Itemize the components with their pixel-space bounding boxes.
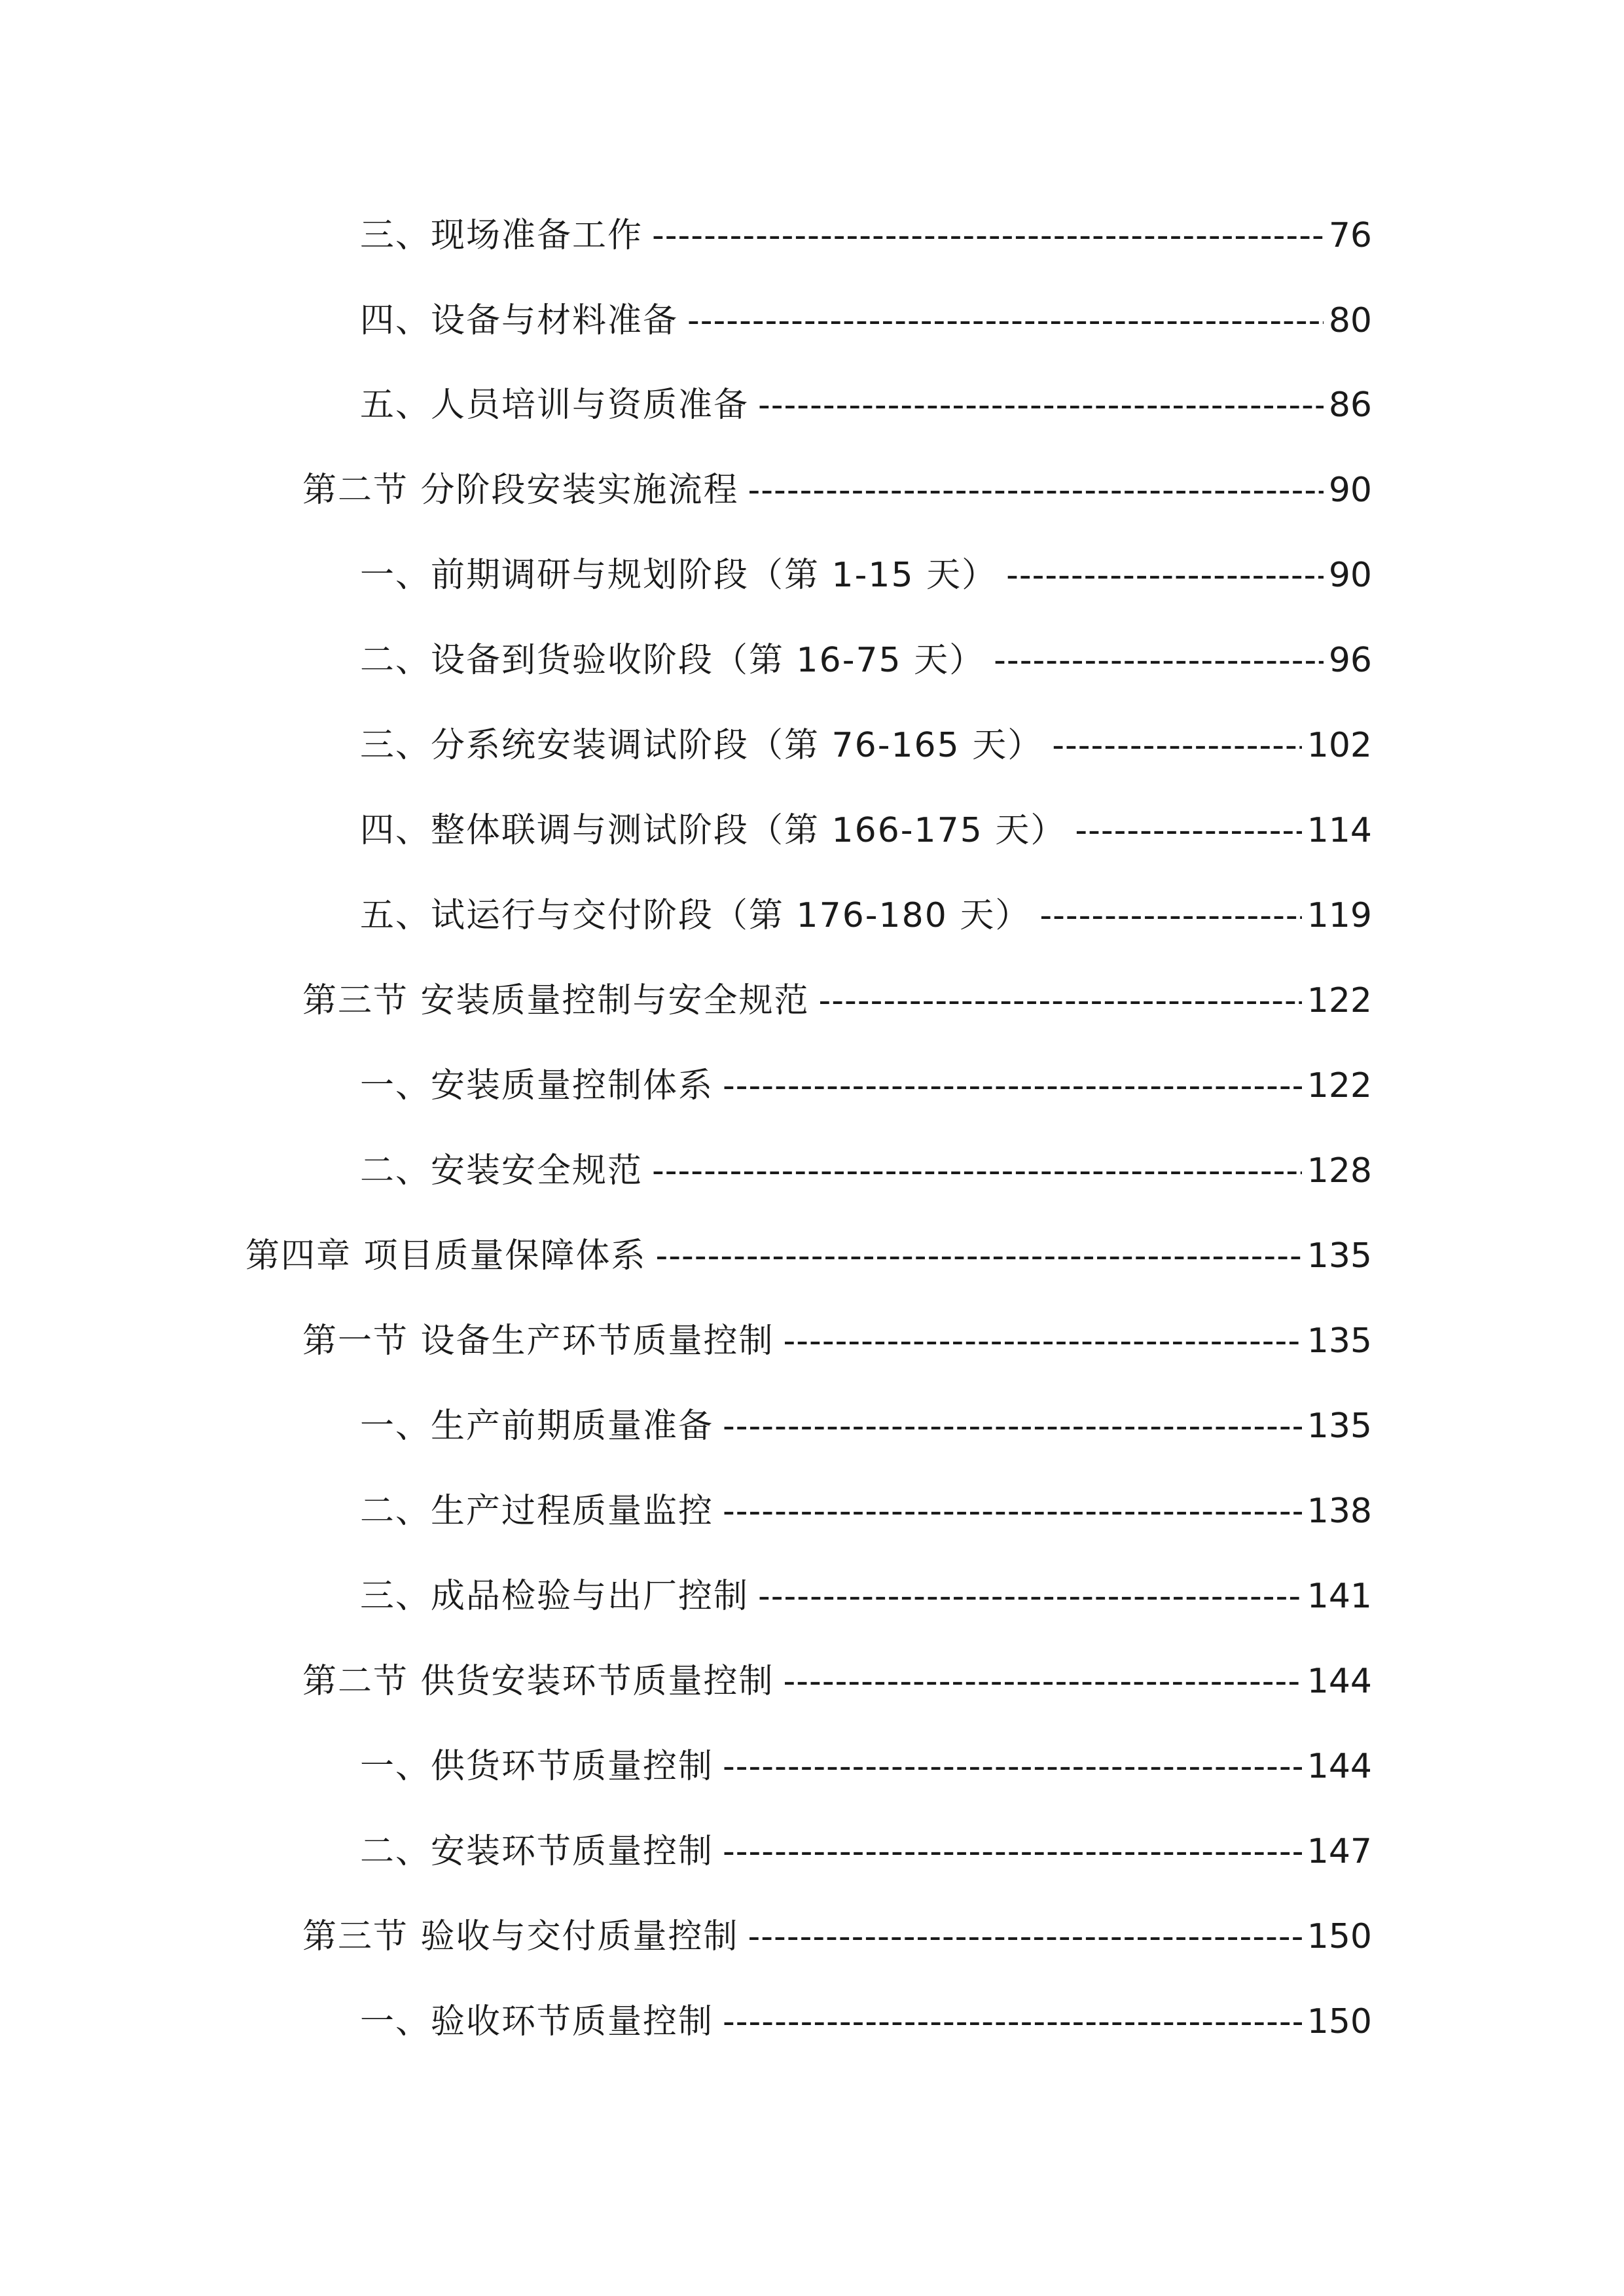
toc-entry-title: 二、设备到货验收阶段（第 16-75 天） bbox=[360, 641, 985, 680]
toc-page-number: 147 bbox=[1307, 1832, 1372, 1871]
toc-page-number: 122 bbox=[1307, 1066, 1372, 1105]
toc-page-number: 80 bbox=[1328, 301, 1372, 340]
toc-leader-dashes bbox=[723, 1999, 1302, 2045]
toc-page-number: 128 bbox=[1307, 1151, 1372, 1191]
toc-page-number: 119 bbox=[1307, 896, 1372, 935]
toc-entry-title: 三、成品检验与出厂控制 bbox=[360, 1577, 749, 1616]
toc-entry-title: 第三节 安装质量控制与安全规范 bbox=[302, 981, 810, 1020]
toc-entry-title: 一、验收环节质量控制 bbox=[360, 2002, 714, 2041]
toc-entry[interactable] bbox=[360, 1148, 1372, 1194]
toc-page-number: 122 bbox=[1307, 981, 1372, 1020]
toc-page-number: 114 bbox=[1307, 811, 1372, 850]
toc-entry[interactable] bbox=[360, 1744, 1372, 1789]
toc-leader-dashes bbox=[723, 1403, 1302, 1449]
toc-entry-title: 三、现场准备工作 bbox=[360, 216, 643, 255]
toc-leader-dashes bbox=[994, 637, 1324, 683]
toc-entry[interactable] bbox=[360, 1829, 1372, 1874]
toc-entry[interactable] bbox=[360, 1488, 1372, 1534]
toc-page-number: 135 bbox=[1307, 1321, 1372, 1361]
toc-leader-dashes bbox=[758, 382, 1324, 428]
toc-entry-title: 一、生产前期质量准备 bbox=[360, 1407, 714, 1446]
toc-entry[interactable] bbox=[360, 552, 1372, 598]
toc-leader-dashes bbox=[748, 1914, 1302, 1960]
toc-page-number: 138 bbox=[1307, 1492, 1372, 1531]
toc-entry-title: 第三节 验收与交付质量控制 bbox=[302, 1917, 739, 1956]
toc-entry-title: 第二节 供货安装环节质量控制 bbox=[302, 1662, 774, 1701]
toc-entry[interactable] bbox=[360, 723, 1372, 768]
toc-page-number: 135 bbox=[1307, 1236, 1372, 1276]
toc-leader-dashes bbox=[784, 1318, 1302, 1364]
toc-entry[interactable] bbox=[360, 893, 1372, 939]
toc-entry[interactable] bbox=[302, 467, 1372, 513]
toc-entry[interactable] bbox=[360, 1063, 1372, 1109]
toc-page-number: 90 bbox=[1328, 471, 1372, 510]
toc-page-number: 102 bbox=[1307, 726, 1372, 765]
toc-leader-dashes bbox=[723, 1829, 1302, 1874]
toc-entry[interactable] bbox=[360, 1573, 1372, 1619]
toc-entry-title: 五、人员培训与资质准备 bbox=[360, 386, 749, 425]
toc-leader-dashes bbox=[819, 978, 1302, 1024]
toc-entry-title: 一、供货环节质量控制 bbox=[360, 1747, 714, 1786]
toc-entry-title: 四、整体联调与测试阶段（第 166-175 天） bbox=[360, 811, 1066, 850]
toc-entry[interactable] bbox=[360, 637, 1372, 683]
toc-entry-title: 第一节 设备生产环节质量控制 bbox=[302, 1321, 774, 1361]
toc-entry-title: 第二节 分阶段安装实施流程 bbox=[302, 471, 739, 510]
toc-leader-dashes bbox=[652, 213, 1324, 259]
toc-entry[interactable] bbox=[360, 808, 1372, 853]
toc-entry-title: 一、安装质量控制体系 bbox=[360, 1066, 714, 1105]
toc-entry[interactable] bbox=[360, 382, 1372, 428]
toc-leader-dashes bbox=[784, 1659, 1302, 1704]
toc-leader-dashes bbox=[1039, 893, 1301, 939]
toc-entry-title: 一、前期调研与规划阶段（第 1-15 天） bbox=[360, 556, 998, 595]
toc-entry[interactable] bbox=[360, 213, 1372, 259]
toc-page-number: 135 bbox=[1307, 1407, 1372, 1446]
toc-leader-dashes bbox=[758, 1573, 1302, 1619]
toc-page-number: 144 bbox=[1307, 1662, 1372, 1701]
toc-page-number: 90 bbox=[1328, 556, 1372, 595]
toc-page-number: 141 bbox=[1307, 1577, 1372, 1616]
toc-entry-title: 三、分系统安装调试阶段（第 76-165 天） bbox=[360, 726, 1043, 765]
toc-entry[interactable] bbox=[360, 298, 1372, 344]
toc-entry[interactable] bbox=[302, 1318, 1372, 1364]
toc-leader-dashes bbox=[1006, 552, 1324, 598]
toc-entry-title: 四、设备与材料准备 bbox=[360, 301, 679, 340]
toc-page-number: 96 bbox=[1328, 641, 1372, 680]
toc-entry[interactable] bbox=[302, 1914, 1372, 1960]
toc-leader-dashes bbox=[1052, 723, 1301, 768]
toc-page-number: 86 bbox=[1328, 386, 1372, 425]
toc-leader-dashes bbox=[1075, 808, 1301, 853]
toc-page-number: 76 bbox=[1328, 216, 1372, 255]
toc-page-number: 144 bbox=[1307, 1747, 1372, 1786]
toc-entry[interactable] bbox=[302, 1659, 1372, 1704]
toc-entry-title: 二、生产过程质量监控 bbox=[360, 1492, 714, 1531]
toc-entry[interactable] bbox=[302, 978, 1372, 1024]
toc-leader-dashes bbox=[652, 1148, 1302, 1194]
toc-page-number: 150 bbox=[1307, 2002, 1372, 2041]
toc-entry[interactable] bbox=[245, 1233, 1372, 1279]
toc-leader-dashes bbox=[723, 1744, 1302, 1789]
toc-entry-title: 五、试运行与交付阶段（第 176-180 天） bbox=[360, 896, 1031, 935]
toc-leader-dashes bbox=[656, 1233, 1302, 1279]
toc-leader-dashes bbox=[748, 467, 1324, 513]
toc-leader-dashes bbox=[723, 1488, 1302, 1534]
toc-leader-dashes bbox=[687, 298, 1324, 344]
toc-entry-title: 第四章 项目质量保障体系 bbox=[245, 1236, 647, 1276]
toc-entry-title: 二、安装安全规范 bbox=[360, 1151, 643, 1191]
toc-leader-dashes bbox=[723, 1063, 1302, 1109]
toc-page-number: 150 bbox=[1307, 1917, 1372, 1956]
toc-entry[interactable] bbox=[360, 1999, 1372, 2045]
toc-entry-title: 二、安装环节质量控制 bbox=[360, 1832, 714, 1871]
toc-entry[interactable] bbox=[360, 1403, 1372, 1449]
